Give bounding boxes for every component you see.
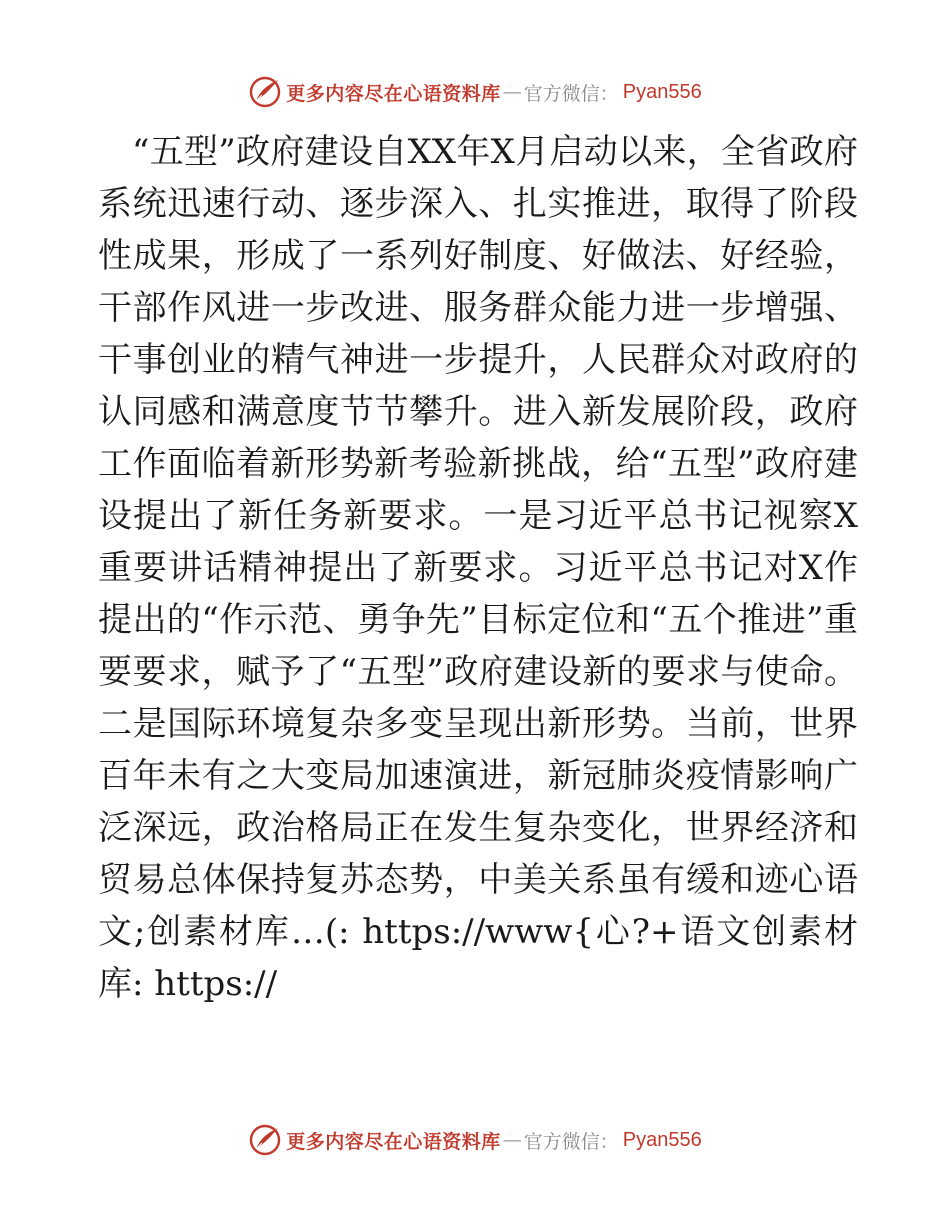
banner-wechat-id: Pyan556 (622, 1128, 702, 1151)
header-banner (0, 72, 950, 112)
banner-wechat-id: Pyan556 (622, 80, 702, 103)
banner-dash: — (502, 1129, 522, 1151)
quill-logo-icon (248, 1123, 282, 1157)
body-paragraph: “五型”政府建设自XX年X月启动以来，全省政府系统迅速行动、逐步深入、扎实推进，取得了阶段性成果，形成了一系列好制度、好做法、好经验，干部作风进一步改进、服务群众能力进一步增强、干事创业的精气神进一步提升，人民群众对政府的认同感和满意度节节攀升。进入新发展阶段，政府工作面临着新形势新考验新挑战，给“五型”政府建设提出了新任务新要求。一是习近平总书记视察X重要讲话精神提出了新要求。习近平总书记对X作提出的“作示范、勇争先”目标定位和“五个推进”重要要求，赋予了“五型”政府建设新的要求与使命。二是国际环境复杂多变呈现出新形势。当前，世界百年未有之大变局加速演进，新冠肺炎疫情影响广泛深远，政治格局正在发生复杂变化，世界经济和贸易总体保持复苏态势，中美关系虽有缓和迹心语文;创素材库…(: https://www{心?+语文创素材库: https:// (98, 132, 858, 1004)
banner-dash: — (502, 81, 522, 103)
banner-official-label: 官方微信： (523, 82, 619, 105)
banner-official-label: 官方微信： (523, 1130, 619, 1153)
banner-site-text: 更多内容尽在心语资料库 (286, 82, 501, 105)
banner-site-text: 更多内容尽在心语资料库 (286, 1130, 501, 1153)
quill-logo-icon (248, 75, 282, 109)
footer-banner (0, 1120, 950, 1160)
